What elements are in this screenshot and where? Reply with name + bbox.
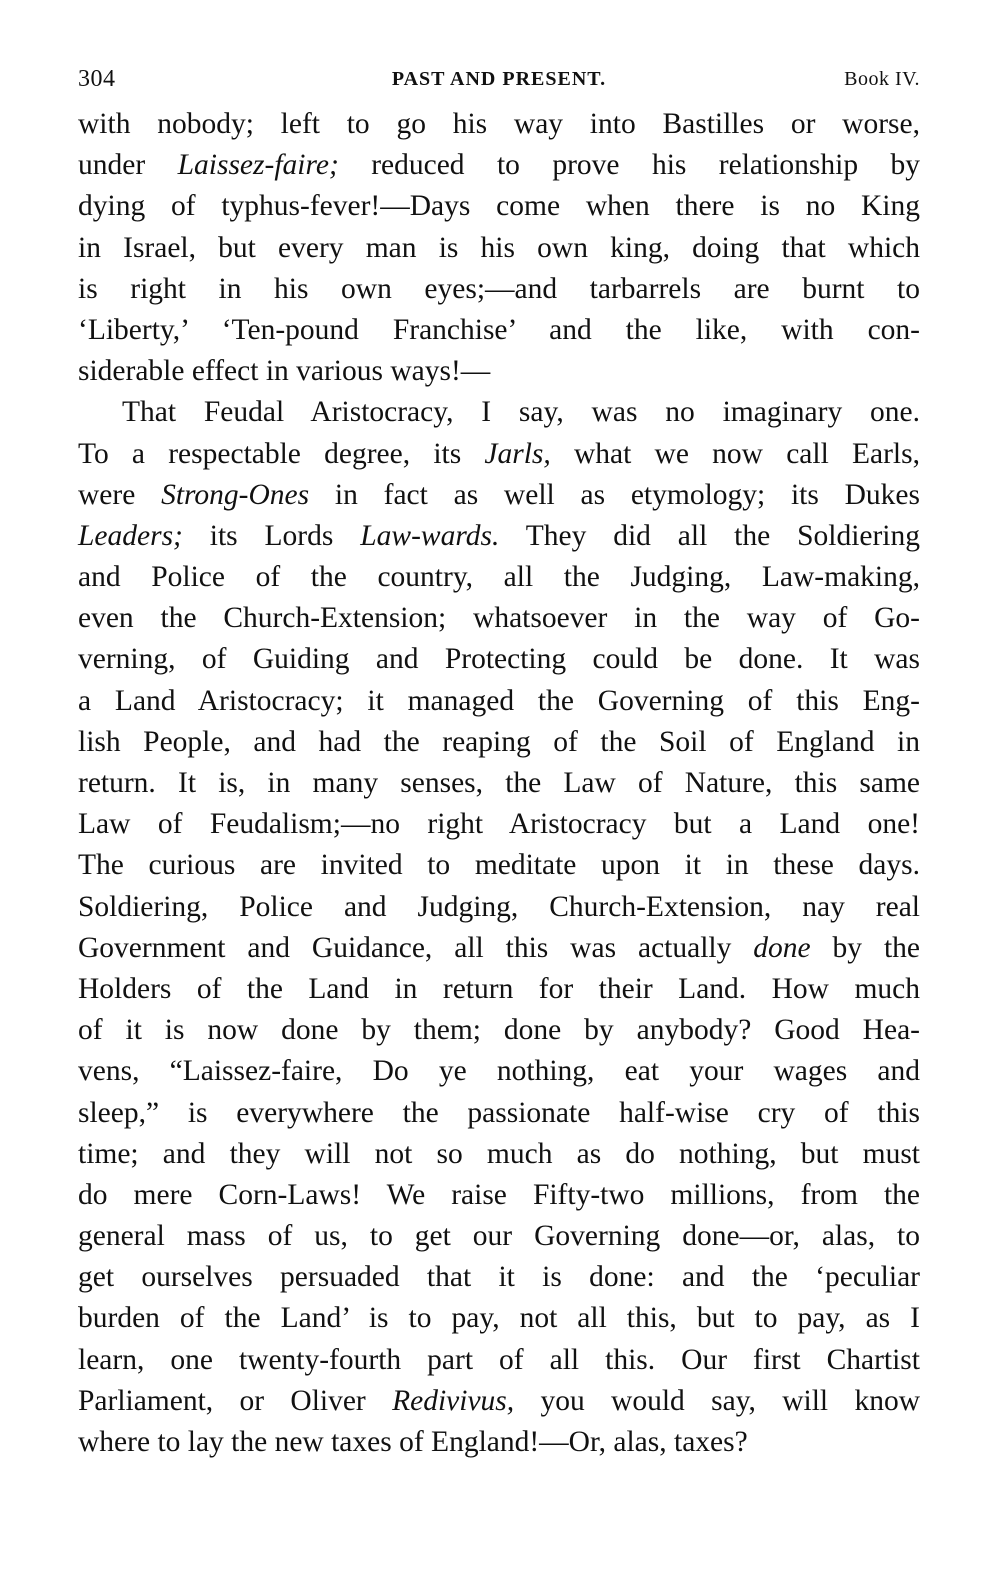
text-line — [78, 1381, 920, 1422]
text-line — [78, 969, 920, 1010]
text-line — [78, 804, 920, 845]
text-run: a Land Aristocracy; it managed the Governing of this Eng- — [78, 684, 920, 717]
text-run: reduced to prove his relationship by — [338, 149, 921, 182]
text-line — [78, 1216, 920, 1257]
text-run: general mass of us, to get our Governing done—or, alas, to — [78, 1220, 920, 1253]
text-run: return. It is, in many senses, the Law of Nature, this same — [78, 767, 920, 799]
text-run: in Israel, but every man is his own king, doing that which — [78, 231, 920, 264]
italic-text-run: Law-wards. — [360, 519, 500, 552]
text-line — [78, 1340, 920, 1381]
text-run: get ourselves persuaded that it is done: and the ‘peculiar — [78, 1261, 920, 1294]
text-run: Government and Guidance, all this was actually — [78, 931, 754, 964]
text-line — [78, 1010, 920, 1051]
text-run: even the Church-Extension; whatsoever in the way of Go- — [78, 602, 920, 635]
text-run: by the — [810, 931, 920, 964]
body-text — [78, 104, 920, 1463]
text-run: To a respectable degree, its — [78, 437, 485, 470]
text-line — [78, 475, 920, 516]
text-run: with nobody; left to go his way into Bastilles or worse, — [78, 108, 920, 140]
text-line — [78, 1093, 920, 1134]
text-run: Holders of the Land in return for their Land. How much — [78, 972, 920, 1005]
text-line — [78, 104, 920, 145]
text-run: ‘Liberty,’ ‘Ten-pound Franchise’ and the like, with con- — [78, 313, 920, 346]
text-line — [78, 310, 920, 351]
text-run: sleep,” is everywhere the passionate half-wise cry of this — [78, 1096, 920, 1129]
text-line — [78, 351, 920, 392]
text-run: lish People, and had the reaping of the Soil of England in — [78, 725, 920, 758]
book-label: Book IV. — [844, 68, 920, 90]
text-line — [78, 269, 920, 310]
running-title: PAST AND PRESENT. — [391, 68, 607, 90]
text-run: siderable effect in various ways!— — [78, 355, 491, 388]
text-line — [78, 722, 920, 763]
italic-text-run: Laissez-faire; — [177, 149, 339, 182]
text-run: you would say, will know — [514, 1384, 921, 1417]
text-run: Parliament, or Oliver — [78, 1384, 393, 1417]
text-run: of it is now done by them; done by anybody? Good Hea- — [78, 1014, 920, 1047]
text-run: vens, “Laissez-faire, Do ye nothing, eat your wages and — [78, 1055, 920, 1088]
italic-text-run: Leaders; — [78, 519, 183, 552]
text-line — [78, 887, 920, 928]
text-run: do mere Corn-Laws! We raise Fifty-two millions, from the — [78, 1178, 920, 1211]
text-run: Law of Feudalism;—no right Aristocracy but a Land one! — [78, 808, 920, 841]
text-line — [78, 557, 920, 598]
text-line — [78, 1134, 920, 1175]
text-run: time; and they will not so much as do nothing, but must — [78, 1137, 920, 1170]
italic-text-run: Jarls, — [484, 437, 551, 470]
text-run: learn, one twenty-fourth part of all this. Our first Chartist — [78, 1343, 920, 1376]
page-number: 304 — [78, 66, 116, 92]
text-line — [78, 392, 920, 433]
text-line — [78, 434, 920, 475]
book-page — [78, 60, 920, 1530]
text-run: and Police of the country, all the Judging, Law-making, — [78, 561, 920, 594]
text-line — [78, 639, 920, 680]
text-line — [78, 186, 920, 227]
text-line — [78, 1175, 920, 1216]
text-line — [78, 681, 920, 722]
text-run: under — [78, 149, 178, 182]
italic-text-run: done — [753, 931, 811, 964]
italic-text-run: Redivivus, — [392, 1384, 515, 1417]
text-line — [78, 763, 920, 804]
text-line — [78, 928, 920, 969]
text-line — [78, 228, 920, 269]
text-run: burden of the Land’ is to pay, not all this, but to pay, as I — [78, 1302, 920, 1335]
text-run: dying of typhus-fever!—Days come when there is no King — [78, 190, 920, 223]
text-line — [78, 598, 920, 639]
text-line — [78, 1051, 920, 1092]
text-run: where to lay the new taxes of England!—Or, alas, taxes? — [78, 1426, 748, 1458]
paragraph-2 — [78, 392, 920, 1463]
italic-text-run: Strong-Ones — [161, 478, 310, 511]
text-line — [78, 1422, 920, 1463]
text-run: is right in his own eyes;—and tarbarrels are burnt to — [78, 272, 920, 305]
text-run: Soldiering, Police and Judging, Church-Extension, nay real — [78, 890, 920, 923]
text-run: verning, of Guiding and Protecting could be done. It was — [78, 643, 920, 676]
text-line — [78, 145, 920, 186]
text-run: That Feudal Aristocracy, I say, was no imaginary one. — [122, 396, 920, 429]
text-run: in fact as well as etymology; its Dukes — [309, 478, 920, 511]
text-run: what we now call Earls, — [550, 437, 920, 470]
running-head — [78, 60, 920, 104]
text-run: its Lords — [182, 519, 361, 552]
text-line — [78, 845, 920, 886]
text-run: were — [78, 478, 162, 511]
text-line — [78, 1257, 920, 1298]
text-line — [78, 1298, 920, 1339]
text-line — [78, 516, 920, 557]
paragraph-1 — [78, 104, 920, 392]
text-run: They did all the Soldiering — [499, 519, 921, 552]
text-run: The curious are invited to meditate upon it in these days. — [78, 849, 920, 882]
